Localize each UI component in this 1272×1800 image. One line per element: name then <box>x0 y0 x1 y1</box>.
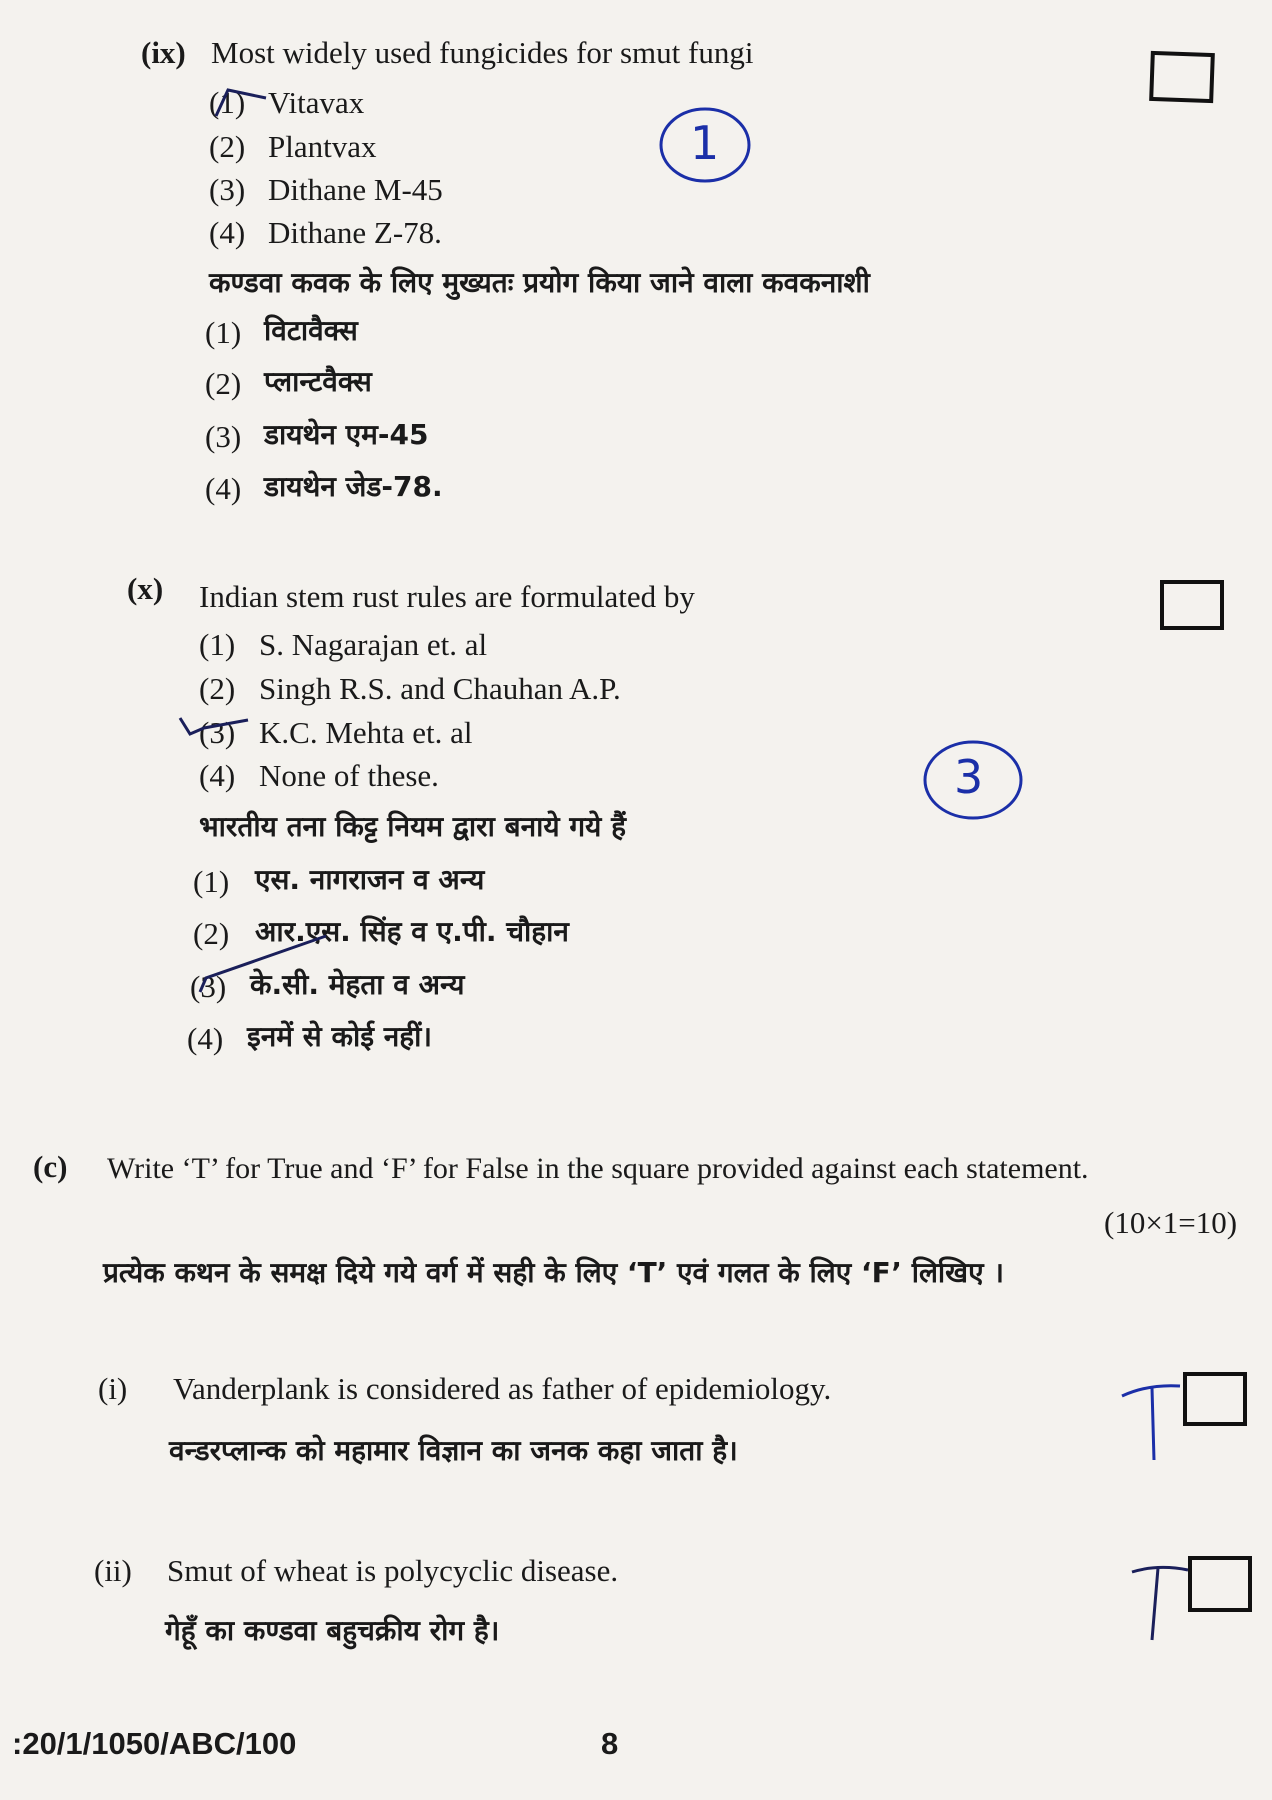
option-text-hi: प्लान्टवैक्स <box>264 365 372 398</box>
statement-text-en: Vanderplank is considered as father of epidemiology. <box>173 1371 832 1406</box>
option-number: (1) <box>209 85 246 120</box>
page-number: 8 <box>601 1726 619 1761</box>
question-stem-en: Indian stem rust rules are formulated by <box>199 579 695 614</box>
paper-code: :20/1/1050/ABC/100 <box>12 1726 297 1761</box>
handwritten-answer: 1 <box>690 116 720 170</box>
option-number: (1) <box>193 864 230 899</box>
option-number: (2) <box>209 129 246 164</box>
option-text-hi: डायथेन जेड-78. <box>264 470 443 503</box>
question-number: (x) <box>127 571 164 606</box>
section-instruction-en: Write ‘T’ for True and ‘F’ for False in the square provided against each statement. <box>107 1152 1089 1185</box>
option-text-hi: डायथेन एम-45 <box>264 418 429 451</box>
option-number: (2) <box>199 671 236 706</box>
answer-box[interactable] <box>1183 1372 1247 1426</box>
option-text-hi: के.सी. मेहता व अन्य <box>250 968 465 1001</box>
option-number: (3) <box>205 419 242 454</box>
option-number: (2) <box>205 366 242 401</box>
option-number: (4) <box>209 215 246 250</box>
option-number: (1) <box>199 627 236 662</box>
section-instruction-hi: प्रत्येक कथन के समक्ष दिये गये वर्ग में सही के लिए ‘T’ एवं गलत के लिए ‘F’ लिखिए । <box>103 1256 1004 1289</box>
option-text-hi: इनमें से कोई नहीं। <box>247 1020 432 1053</box>
option-number: (4) <box>187 1021 224 1056</box>
section-label: (c) <box>33 1149 68 1184</box>
statement-text-hi: वन्डरप्लान्क को महामार विज्ञान का जनक कहा जाता है। <box>169 1434 738 1467</box>
option-text: S. Nagarajan et. al <box>259 627 488 662</box>
question-stem-hi: भारतीय तना किट्ट नियम द्वारा बनाये गये हैं <box>199 810 627 843</box>
option-number: (3) <box>190 969 227 1004</box>
option-text: K.C. Mehta et. al <box>259 715 473 750</box>
answer-box[interactable] <box>1188 1556 1252 1612</box>
option-text: Dithane M-45 <box>268 172 443 207</box>
question-stem-hi: कण्डवा कवक के लिए मुख्यतः प्रयोग किया जाने वाला कवकनाशी <box>209 266 870 299</box>
option-number: (1) <box>205 315 242 350</box>
statement-text-en: Smut of wheat is polycyclic disease. <box>167 1553 619 1588</box>
option-text-hi: आर.एस. सिंह व ए.पी. चौहान <box>255 915 569 948</box>
question-stem-en: Most widely used fungicides for smut fungi <box>211 35 754 70</box>
statement-number: (i) <box>98 1371 128 1406</box>
option-number: (2) <box>193 916 230 951</box>
option-text: Plantvax <box>268 129 377 164</box>
option-text: Dithane Z-78. <box>268 215 442 250</box>
statement-text-hi: गेहूँ का कण्डवा बहुचक्रीय रोग है। <box>165 1614 500 1647</box>
option-text: None of these. <box>259 758 439 793</box>
option-text-hi: एस. नागराजन व अन्य <box>255 863 485 896</box>
answer-box[interactable] <box>1160 580 1224 630</box>
question-number: (ix) <box>141 35 186 70</box>
statement-number: (ii) <box>94 1553 132 1588</box>
option-number: (4) <box>205 471 242 506</box>
option-number: (3) <box>209 172 246 207</box>
handwritten-answer-t <box>1118 1374 1188 1469</box>
handwritten-answer: 3 <box>954 750 984 804</box>
section-marks: (10×1=10) <box>1104 1205 1238 1240</box>
option-text: Singh R.S. and Chauhan A.P. <box>259 671 621 706</box>
answer-box[interactable] <box>1149 51 1215 103</box>
option-text-hi: विटावैक्स <box>264 314 358 347</box>
option-text: Vitavax <box>268 85 365 120</box>
option-number: (3) <box>199 715 236 750</box>
option-number: (4) <box>199 758 236 793</box>
